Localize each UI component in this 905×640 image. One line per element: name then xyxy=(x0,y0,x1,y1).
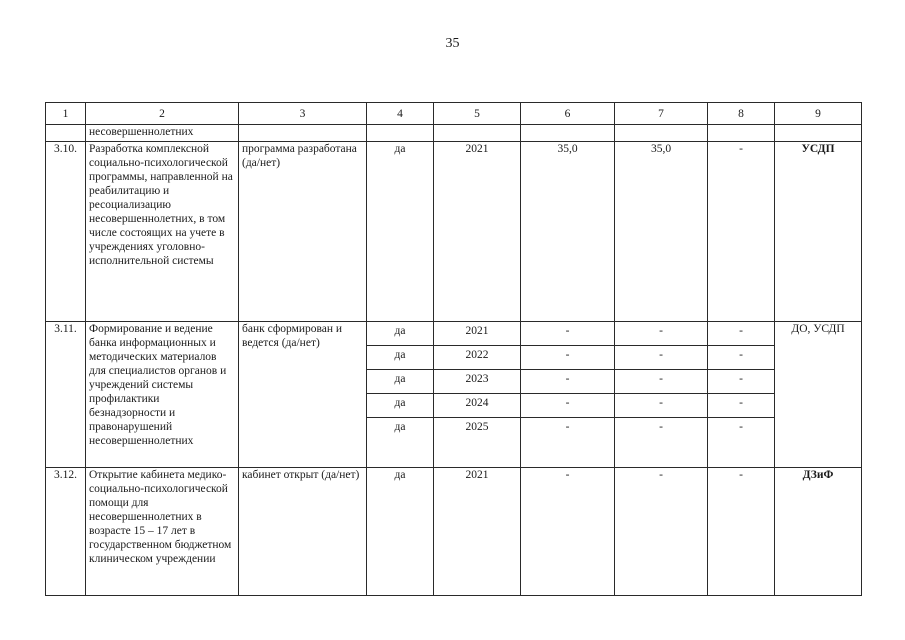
value-cell: - xyxy=(615,394,708,418)
value-cell: да xyxy=(367,370,434,394)
header-cell-9: 9 xyxy=(775,103,862,125)
continuation-text: несовершеннолетних xyxy=(86,125,239,142)
header-cell-5: 5 xyxy=(434,103,521,125)
activity-cell: Разработка комплексной социально-психологической программы, направленной на реабилитацию и ресоциализацию несовершеннолетних, в том числе состоящих на учете в учреждениях уголовно-исполнительной системы xyxy=(86,142,239,322)
value-cell: - xyxy=(708,346,775,370)
activity-cell: Формирование и ведение банка информационных и методических материалов для специалистов органов и учреждений системы профилактики безнадзорности и правонарушений несовершеннолетних xyxy=(86,322,239,468)
year-cell: 2021 xyxy=(434,468,521,596)
table-row xyxy=(46,468,862,596)
header-cell-2: 2 xyxy=(86,103,239,125)
year-cell: 2022 xyxy=(434,346,521,370)
year-cell: 2024 xyxy=(434,394,521,418)
value-cell: - xyxy=(521,370,615,394)
value-cell: - xyxy=(708,370,775,394)
header-cell-8: 8 xyxy=(708,103,775,125)
year-cell: 2021 xyxy=(434,142,521,322)
value-cell: 35,0 xyxy=(521,142,615,322)
value-cell: - xyxy=(708,142,775,322)
header-cell-3: 3 xyxy=(239,103,367,125)
program-table xyxy=(45,102,862,596)
value-cell: 35,0 xyxy=(615,142,708,322)
value-cell: да xyxy=(367,468,434,596)
activity-cell: Открытие кабинета медико-социально-психологической помощи для несовершеннолетних в возрасте 15 – 17 лет в государственном бюджетном клиническом учреждении xyxy=(86,468,239,596)
value-cell: да xyxy=(367,142,434,322)
value-cell: - xyxy=(615,322,708,346)
header-row xyxy=(46,103,862,125)
page-number: 35 xyxy=(445,36,460,51)
value-cell: - xyxy=(521,418,615,468)
indicator-cell: банк сформирован и ведется (да/нет) xyxy=(239,322,367,468)
value-cell: - xyxy=(521,468,615,596)
header-cell-1: 1 xyxy=(46,103,86,125)
header-cell-7: 7 xyxy=(615,103,708,125)
row-number: 3.11. xyxy=(46,322,86,468)
table-row xyxy=(46,322,862,346)
value-cell: - xyxy=(708,468,775,596)
value-cell: - xyxy=(615,418,708,468)
table-row xyxy=(46,142,862,322)
value-cell: - xyxy=(521,394,615,418)
executor-cell: ДЗиФ xyxy=(775,468,862,596)
year-cell: 2025 xyxy=(434,418,521,468)
value-cell: - xyxy=(615,468,708,596)
value-cell: - xyxy=(708,322,775,346)
value-cell: да xyxy=(367,418,434,468)
executor-cell: ДО, УСДП xyxy=(775,322,862,468)
indicator-cell: программа разработана (да/нет) xyxy=(239,142,367,322)
header-cell-6: 6 xyxy=(521,103,615,125)
continuation-row xyxy=(46,125,862,142)
executor-cell: УСДП xyxy=(775,142,862,322)
value-cell: да xyxy=(367,346,434,370)
header-cell-4: 4 xyxy=(367,103,434,125)
value-cell: - xyxy=(708,418,775,468)
value-cell: - xyxy=(708,394,775,418)
row-number: 3.12. xyxy=(46,468,86,596)
year-cell: 2021 xyxy=(434,322,521,346)
value-cell: - xyxy=(615,346,708,370)
value-cell: - xyxy=(521,322,615,346)
value-cell: - xyxy=(521,346,615,370)
value-cell: да xyxy=(367,394,434,418)
value-cell: - xyxy=(615,370,708,394)
year-cell: 2023 xyxy=(434,370,521,394)
value-cell: да xyxy=(367,322,434,346)
row-number: 3.10. xyxy=(46,142,86,322)
indicator-cell: кабинет открыт (да/нет) xyxy=(239,468,367,596)
